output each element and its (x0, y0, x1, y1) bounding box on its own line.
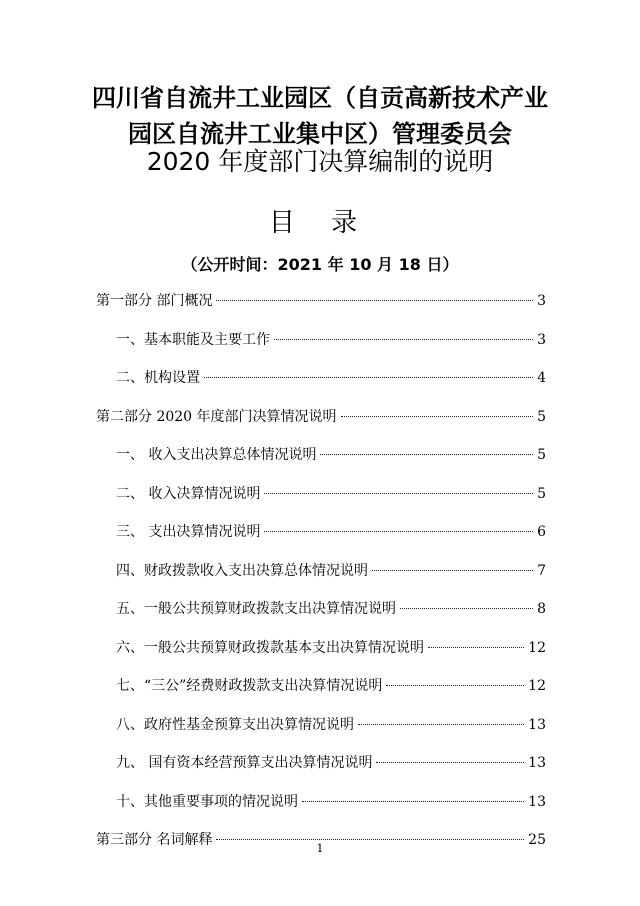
toc-entry-page: 8 (537, 601, 546, 617)
toc-leader-dots (264, 531, 533, 532)
toc-entry-page: 3 (537, 293, 546, 309)
toc-entry[interactable] (96, 590, 546, 629)
toc-entry-label: 三、 支出决算情况说明 (116, 524, 261, 540)
toc-entry[interactable] (96, 513, 546, 552)
toc-entry-page: 5 (537, 408, 546, 425)
toc-entry-page: 13 (528, 755, 546, 771)
toc-entry-label: 第三部分 名词解释 (96, 832, 213, 848)
toc-entry[interactable] (96, 552, 546, 591)
toc-leader-dots (216, 300, 533, 301)
toc-leader-dots (320, 454, 533, 455)
toc-entry-label: 九、 国有资本经营预算支出决算情况说明 (116, 755, 373, 771)
toc-leader-dots (302, 801, 524, 802)
toc-entry-page: 6 (537, 524, 546, 540)
toc-entry[interactable] (96, 667, 546, 706)
toc-entry-page: 13 (528, 793, 546, 810)
toc-entry-page: 4 (537, 370, 546, 386)
toc-entry-part-1[interactable] (96, 282, 546, 321)
document-title-line-1: 四川省自流井工业园区（自贡高新技术产业 (92, 84, 548, 112)
publish-date: （公开时间：2021 年 10 月 18 日） (181, 255, 459, 274)
toc-entry-page: 3 (537, 331, 546, 348)
toc-entry-label: 六、一般公共预算财政拨款基本支出决算情况说明 (116, 639, 424, 656)
toc-entry-label: 一、 收入支出决算总体情况说明 (116, 447, 317, 463)
toc-entry-label: 十、其他重要事项的情况说明 (116, 793, 298, 810)
toc-entry[interactable] (96, 783, 546, 822)
toc-leader-dots (372, 570, 533, 571)
toc-entry-page: 7 (537, 562, 546, 579)
toc-entry-page: 12 (528, 678, 546, 694)
toc-entry-page: 5 (537, 485, 546, 502)
toc-leader-dots (428, 647, 524, 648)
toc-entry-label: 第二部分 2020 年度部门决算情况说明 (96, 408, 337, 425)
page-number: 1 (316, 842, 324, 855)
toc-entry-label: 四、财政拨款收入支出决算总体情况说明 (116, 562, 368, 579)
toc-leader-dots (204, 377, 533, 378)
toc-entry-label: 一、基本职能及主要工作 (116, 331, 270, 348)
toc-leader-dots (341, 416, 534, 417)
toc-entry-page: 13 (528, 716, 546, 733)
toc-leader-dots (358, 724, 524, 725)
toc-entry[interactable] (96, 436, 546, 475)
document-title-line-3: 2020 年度部门决算编制的说明 (146, 147, 494, 176)
toc-leader-dots (400, 608, 533, 609)
table-of-contents (96, 282, 546, 860)
toc-entry[interactable] (96, 475, 546, 514)
toc-entry[interactable] (96, 321, 546, 360)
toc-entry-label: 八、政府性基金预算支出决算情况说明 (116, 716, 354, 733)
toc-entry[interactable] (96, 629, 546, 668)
toc-entry-page: 12 (528, 639, 546, 656)
toc-entry[interactable] (96, 706, 546, 745)
toc-entry-page: 25 (528, 832, 546, 848)
toc-entry-part-2[interactable] (96, 398, 546, 437)
toc-entry-label: 五、一般公共预算财政拨款支出决算情况说明 (116, 601, 396, 617)
toc-entry-label: 第一部分 部门概况 (96, 293, 213, 309)
toc-leader-dots (386, 685, 524, 686)
toc-leader-dots (216, 839, 524, 840)
document-title-line-2: 园区自流井工业集中区）管理委员会 (128, 120, 512, 148)
toc-leader-dots (274, 339, 533, 340)
toc-leader-dots (376, 762, 524, 763)
toc-heading: 目 录 (268, 208, 372, 238)
toc-entry-label: 二、 收入决算情况说明 (116, 485, 261, 502)
toc-entry-label: 七、“三公”经费财政拨款支出决算情况说明 (116, 678, 383, 694)
toc-entry[interactable] (96, 359, 546, 398)
toc-entry-label: 二、机构设置 (116, 370, 200, 386)
toc-leader-dots (264, 493, 533, 494)
toc-entry[interactable] (96, 744, 546, 783)
toc-entry-page: 5 (537, 447, 546, 463)
